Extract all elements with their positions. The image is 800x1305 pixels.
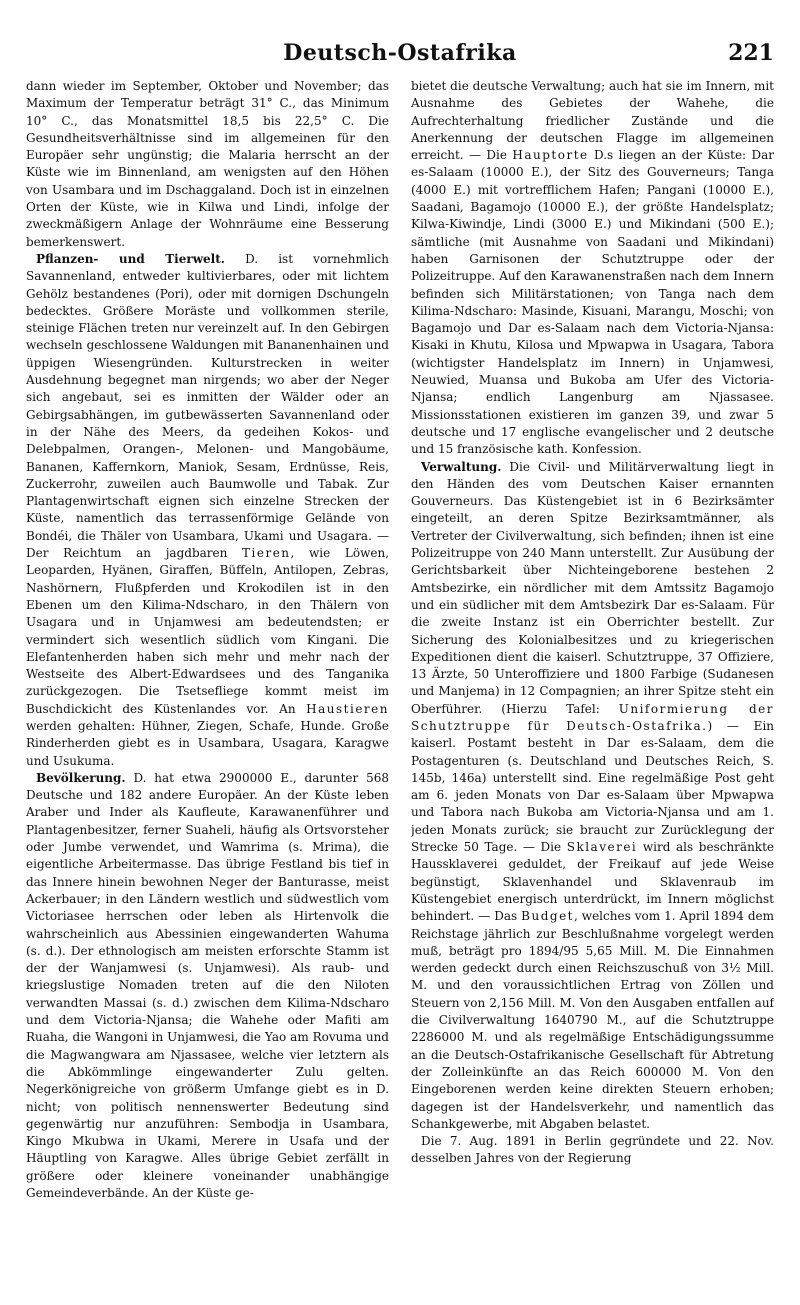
right-column bbox=[411, 78, 774, 1297]
page-header bbox=[26, 40, 774, 70]
section-head-flora-fauna: Pflanzen- und Tierwelt. bbox=[36, 251, 225, 266]
section-head-administration: Verwaltung. bbox=[421, 459, 502, 474]
paragraph-climate: dann wieder im September, Oktober und November; das Maximum der Temperatur beträgt 31° C., das Minimum 10° C., das Monatsmittel 18,5 bis 22,5° C. Die Gesundheitsverhältnisse sind im allgemeinen für den Europäer sehr ungünstig; die Malaria herrscht an der Küste wie im Binnenland, am wenigsten auf den Höhen von Usambara und im Dschaggaland. Doch ist in einzelnen Orten der Küste, wie in Kilwa und Lindi, infolge der zweckmäßigern Anlage der Wohnräume eine Besserung bemerkenswert. bbox=[26, 79, 389, 249]
section-head-population: Bevölkerung. bbox=[36, 770, 126, 785]
page-number: 221 bbox=[728, 40, 774, 66]
left-column bbox=[26, 78, 389, 1297]
paragraph-administration: Verwaltung. Die Civil- und Militärverwaltung liegt in den Händen des vom Deutschen Kaiser ernannten Gouverneurs. Das Küstengebiet ist in 6 Bezirksämter eingeteilt, an deren Spitze Bezirksamtmänner, als Vertreter der Civilverwaltung, sich befinden; ihnen ist eine Polizeitruppe von 240 Mann unterstellt. Zur Ausübung der Gerichtsbarkeit über Nichteingeborene bestehen 2 Amtsbezirke, ein nördlicher mit dem Amtssitz Bagamojo und ein südlicher mit dem Amtsbezirk Dar es-Salaam. Für die zweite Instanz ist ein Oberrichter bestellt. Zur Sicherung des Kolonialbesitzes und zu kriegerischen Expeditionen dient die kaiserl. Schutztruppe, 37 Offiziere, 13 Ärzte, 50 Unteroffiziere und 1800 Farbige (Sudanesen und Manjema) in 12 Compagnien; an ihrer Spitze steht ein Oberführer. (Hierzu Tafel: Uniformierung der Schutztruppe für Deutsch-Ostafrika.) — Ein kaiserl. Postamt besteht in Dar es-Salaam, dem die Postagenturen (s. Deutschland und Deutsches Reich, S. 145b, 146a) unterstellt sind. Eine regelmäßige Post geht am 6. jeden Monats von Dar es-Salaam über Mpwapwa und Tabora nach Bukoba am Victoria-Njansa und am 1. jeden Monats zurück; sie braucht zur Zurücklegung der Strecke 50 Tage. — Die Sklaverei wird als beschränkte Haussklaverei geduldet, der Freikauf auf jede Weise begünstigt, Sklavenhandel und Sklavenraub im Küstengebiet energisch unterdrückt, im Innern möglichst behindert. — Das Budget, welches vom 1. April 1894 dem Reichstage jährlich zur Beschlußnahme vorgelegt werden muß, beträgt pro 1894/95 5,65 Mill. M. Die Einnahmen werden gedeckt durch einen Reichszuschuß von 3½ Mill. M. und den voraussichtlichen Ertrag von Zöllen und Steuern von 2,156 Mill. M. Von den Ausgaben entfallen auf die Civilverwaltung 1640790 M., auf die Schutztruppe 2286000 M. und als regelmäßige Entschädigungssumme an die Deutsch-Ostafrikanische Gesellschaft für Abtretung der Zolleinkünfte an das Reich 600000 M. Von den Eingeborenen werden keine direkten Steuern erhoben; dagegen ist der Handelsverkehr, und namentlich das Schankgewerbe, mit Abgaben belastet. bbox=[411, 459, 774, 1131]
text-columns bbox=[26, 78, 774, 1297]
paragraph-company: Die 7. Aug. 1891 in Berlin gegründete und 22. Nov. desselben Jahres von der Regierung bbox=[411, 1134, 774, 1166]
running-title: Deutsch-Ostafrika bbox=[283, 40, 517, 66]
paragraph-administration-continued: bietet die deutsche Verwaltung; auch hat sie im Innern, mit Ausnahme des Gebietes der Wahehe, die Aufrechterhaltung friedlicher Zustände und die Anerkennung der deutschen Flagge im allgemeinen erreicht. — Die Hauptorte D.s liegen an der Küste: Dar es-Salaam (10000 E.), der Sitz des Gouverneurs; Tanga (4000 E.) mit vortrefflichem Hafen; Pangani (10000 E.), Saadani, Bagamojo (10000 E.), der größte Handelsplatz; Kilwa-Kiwindje, Lindi (3000 E.) und Mikindani (500 E.); sämtliche (mit Ausnahme von Saadani und Mikindani) haben Garnisonen der Schutztruppe oder der Polizeitruppe. Auf den Karawanenstraßen nach dem Innern befinden sich Militärstationen; von Tanga nach dem Kilima-Ndscharo: Masinde, Kisuani, Marangu, Moschi; von Bagamojo und Dar es-Salaam nach dem Victoria-Njansa: Kisaki in Khutu, Kilosa und Mpwapwa in Usagara, Tabora (wichtigster Handelsplatz im Innern) in Unjamwesi, Neuwied, Muansa und Bukoba am Ufer des Victoria-Njansa; endlich Langenburg am Njassasee. Missionsstationen existieren im ganzen 39, und zwar 5 deutsche und 17 englische evangelischer und 2 deutsche und 15 französische kath. Konfession. bbox=[411, 79, 774, 457]
paragraph-population: Bevölkerung. D. hat etwa 2900000 E., darunter 568 Deutsche und 182 andere Europäer. An der Küste leben Araber und Inder als Kaufleute, Karawanenführer und Plantagenbesitzer, ferner Suaheli, häufig als Ortsvorsteher oder Jumbe verwendet, und Wamrima (s. Mrima), die eigentliche Arbeitermasse. Das übrige Festland bis tief in das Innere hinein bewohnen Neger der Banturasse, meist Ackerbauer; in den Ländern westlich und südwestlich vom Victoriasee herrschen oder leben als Hirtenvolk die wahrscheinlich aus Abessinien eingewanderten Wahuma (s. d.). Der ethnologisch am meisten erforschte Stamm ist der der Wanjamwesi (s. Unjamwesi). Als raub- und kriegslustige Nomaden treten auf die den Niloten verwandten Massai (s. d.) zwischen dem Kilima-Ndscharo und dem Victoria-Njansa; die Wahehe oder Mafiti am Ruaha, die Wangoni in Unjamwesi, die Yao am Rovuma und die Magwangwara am Njassasee, welche vier letztern als die Abkömmlinge eingewanderter Zulu gelten. Negerkönigreiche von größerm Umfange giebt es in D. nicht; von politisch nennenswerter Bedeutung sind gegenwärtig nur anzuführen: Sembodja in Usambara, Kingo Mkubwa in Ukami, Merere in Usafa und der Häuptling von Karagwe. Alles übrige Gebiet zerfällt in größere oder kleinere voneinander unabhängige Gemeindeverbände. An der Küste ge- bbox=[26, 770, 389, 1200]
paragraph-flora-fauna: Pflanzen- und Tierwelt. D. ist vornehmlich Savannenland, entweder kultivierbares, oder mit lichtem Gehölz bestandenes (Pori), oder mit dornigen Dschungeln bedecktes. Größere Moräste und vollkommen sterile, steinige Flächen treten nur vereinzelt auf. In den Gebirgen wechseln geschlossene Waldungen mit Bananenhainen und üppigen Wiesengründen. Kulturstrecken in weiter Ausdehnung begegnet man nirgends; wo aber der Neger sich angebaut, sei es inmitten der Wälder oder an Gebirgsabhängen, im gutbewässerten Savannenland oder in der Nähe des Meers, da gedeihen Kokos- und Delebpalmen, Orangen-, Melonen- und Mangobäume, Bananen, Kaffernkorn, Maniok, Sesam, Erdnüsse, Reis, Zuckerrohr, zuweilen auch Baumwolle und Tabak. Zur Plantagenwirtschaft eignen sich einzelne Strecken der Küste, namentlich das terrassenförmige Gelände von Bondéi, die Thäler von Usambara, Ukami und Usagara. — Der Reichtum an jagdbaren Tieren, wie Löwen, Leoparden, Hyänen, Giraffen, Büffeln, Antilopen, Zebras, Nashörnern, Flußpferden und Krokodilen ist in den Ebenen um den Kilima-Ndscharo, in den Thälern von Usagara und in Unjamwesi am bedeutendsten; er vermindert sich wesentlich südlich vom Kingani. Die Elefantenherden haben sich mehr und mehr nach der Westseite des Albert-Edwardsees und des Tanganika zurückgezogen. Die Tsetsefliege kommt meist im Buschdickicht des Küstenlandes vor. An Haustieren werden gehalten: Hühner, Ziegen, Schafe, Hunde. Große Rinderherden giebt es in Usambara, Usagara, Karagwe und Usukuma. bbox=[26, 251, 389, 768]
